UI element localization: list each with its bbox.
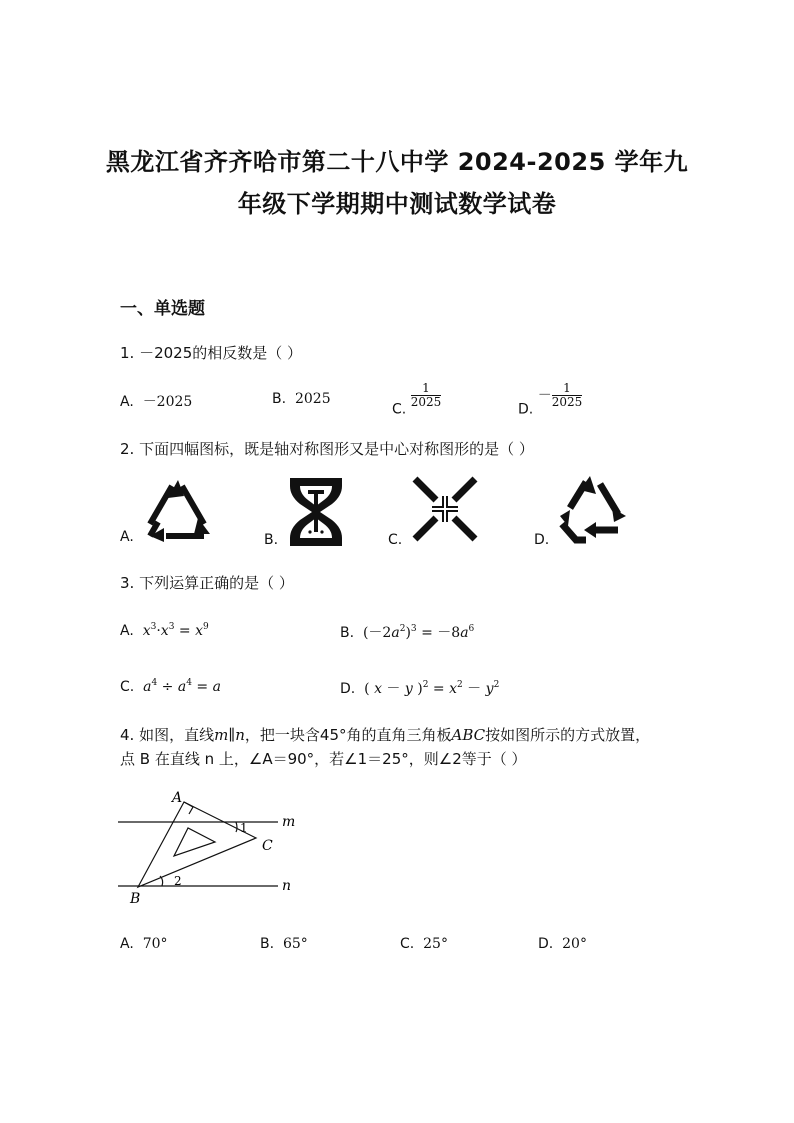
q2-option-c-label: C.: [388, 532, 403, 548]
q3-option-c: [120, 678, 221, 695]
label-n: n: [282, 878, 292, 894]
q1-option-a-value: －2025: [142, 394, 193, 410]
q1-stem: 1. －2025的相反数是（ ）: [120, 344, 303, 362]
q4-stem-suffix: 按如图所示的方式放置，: [485, 726, 651, 744]
document-title-line2: 年级下学期期中测试数学试卷: [237, 190, 557, 218]
q1-option-d-fraction: [552, 382, 583, 409]
label-m: m: [282, 814, 296, 830]
label-a: A: [172, 790, 183, 806]
q1-option-d-denominator: 2025: [551, 395, 583, 409]
q3-option-d: [340, 678, 499, 698]
q3-option-b: [340, 622, 474, 642]
label-angle-2: 2: [174, 874, 182, 888]
q4-option-c-value: 25°: [423, 936, 448, 952]
label-angle-1: 1: [240, 821, 248, 835]
q1-option-b-label: B.: [272, 391, 287, 407]
inward-arrows-icon-c: [412, 476, 478, 542]
q1-option-c-numerator: 1: [411, 382, 442, 396]
q4-stem-middle: ，把一块含45°角的直角三角板: [244, 726, 452, 744]
q2-option-a-label: A.: [120, 529, 134, 545]
q4-option-b-value: 65°: [282, 936, 308, 952]
q4-option-a: [120, 936, 168, 952]
label-b: B: [130, 891, 141, 907]
q1-option-c: [392, 382, 441, 418]
q3-option-a-label: A.: [120, 623, 134, 639]
q1-option-b: [272, 391, 331, 407]
q4-option-b: [260, 936, 308, 952]
label-c: C: [262, 838, 273, 854]
q4-stem-line2: 点 B 在直线 n 上，∠A＝90°，若∠1＝25°，则∠2等于（ ）: [120, 750, 527, 768]
q1-option-c-fraction: [411, 382, 442, 409]
q4-option-a-value: 70°: [142, 936, 168, 952]
q1-option-b-value: 2025: [294, 391, 331, 407]
q2-option-d-label: D.: [534, 532, 550, 548]
q4-stem-lines-mn: m∥n: [214, 726, 245, 744]
q1-option-d: [518, 382, 582, 418]
q3-stem: 3. 下列运算正确的是（ ）: [120, 574, 294, 592]
inner-triangle: [174, 828, 215, 856]
q2-option-b-label: B.: [264, 532, 279, 548]
q1-option-d-numerator: 1: [552, 382, 583, 396]
q4-option-b-label: B.: [260, 936, 275, 952]
q3-option-a: [120, 622, 209, 639]
q1-option-a: [120, 391, 192, 411]
q3-option-b-label: B.: [340, 625, 355, 641]
recycle-triangle-icon-a: [142, 478, 212, 542]
q4-option-d-value: 20°: [562, 936, 587, 952]
q3-option-c-expression: $a^4 \div a^4 = a$: [143, 678, 221, 695]
q1-option-c-label: C.: [392, 401, 407, 418]
document-title-line1: 黑龙江省齐齐哈市第二十八中学 2024-2025 学年九: [105, 148, 689, 176]
q4-option-c-label: C.: [400, 936, 415, 952]
recycle-triangle-icon-d: [556, 474, 628, 546]
q3-option-d-label: D.: [340, 681, 356, 697]
q3-option-a-expression: $x^3\cdot x^3 = x^9$: [142, 622, 209, 639]
q1-option-a-label: A.: [120, 394, 134, 410]
q4-stem-abc: ABC: [451, 726, 486, 744]
q4-stem-line1: [120, 724, 650, 745]
q4-option-d-label: D.: [538, 936, 554, 952]
section-heading: 一、单选题: [120, 299, 205, 319]
q3-option-c-label: C.: [120, 679, 135, 695]
q4-stem-prefix: 4. 如图，直线: [120, 726, 215, 744]
hourglass-icon-b: [288, 476, 344, 548]
q1-option-d-label: D.: [518, 401, 534, 418]
q1-option-c-denominator: 2025: [410, 395, 442, 409]
q3-option-d-expression: ( x － y )$^2 = x^2 - y^2$: [364, 680, 500, 697]
q4-option-d: [538, 936, 587, 952]
q4-geometry-figure: [118, 790, 308, 910]
q1-option-d-sign: －: [537, 387, 552, 404]
q4-option-a-label: A.: [120, 936, 134, 952]
outer-triangle: [138, 802, 256, 887]
q3-option-b-expression: $(-2a^2)^3 = -8a^6$: [362, 624, 475, 641]
angle-1-arc: [236, 822, 237, 832]
q2-stem: 2. 下面四幅图标，既是轴对称图形又是中心对称图形的是（ ）: [120, 440, 534, 458]
q4-option-c: [400, 936, 448, 952]
